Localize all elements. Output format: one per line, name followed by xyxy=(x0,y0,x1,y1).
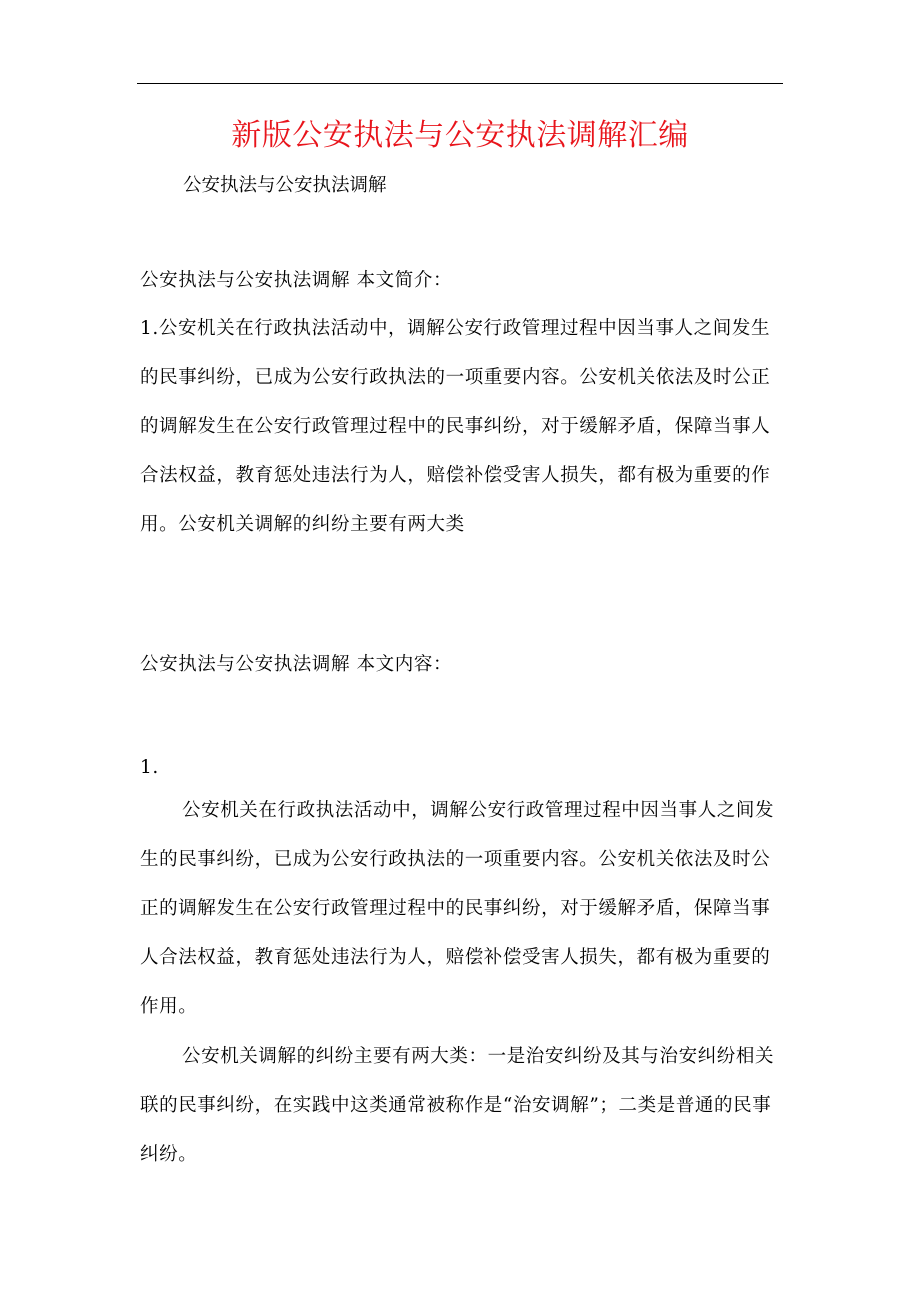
header-rule xyxy=(137,83,783,84)
section-number: 1. xyxy=(140,757,159,778)
intro-paragraph: 1.公安机关在行政执法活动中，调解公安行政管理过程中因当事人之间发生的民事纠纷，已成为公安行政执法的一项重要内容。公安机关依法及时公正的调解发生在公安行政管理过程中的民事纠纷，对于缓解矛盾，保障当事人合法权益，教育惩处违法行为人，赔偿补偿受害人损失，都有极为重要的作用。公安机关调解的纠纷主要有两大类 xyxy=(140,318,771,535)
body-paragraph-1: 公安机关在行政执法活动中，调解公安行政管理过程中因当事人之间发生的民事纠纷，已成为公安行政执法的一项重要内容。公安机关依法及时公正的调解发生在公安行政管理过程中的民事纠纷，对于缓解矛盾，保障当事人合法权益，教育惩处违法行为人，赔偿补偿受害人损失，都有极为重要的作用。 xyxy=(140,800,775,1017)
document-subtitle: 公安执法与公安执法调解 xyxy=(183,175,387,196)
content-heading: 公安执法与公安执法调解 本文内容： xyxy=(140,654,453,675)
body-paragraph-2: 公安机关调解的纠纷主要有两大类：一是治安纠纷及其与治安纠纷相关联的民事纠纷，在实践中这类通常被称作是“治安调解”；二类是普通的民事纠纷。 xyxy=(140,1046,775,1165)
intro-heading: 公安执法与公安执法调解 本文简介： xyxy=(140,270,453,291)
document-title: 新版公安执法与公安执法调解汇编 xyxy=(231,118,689,153)
